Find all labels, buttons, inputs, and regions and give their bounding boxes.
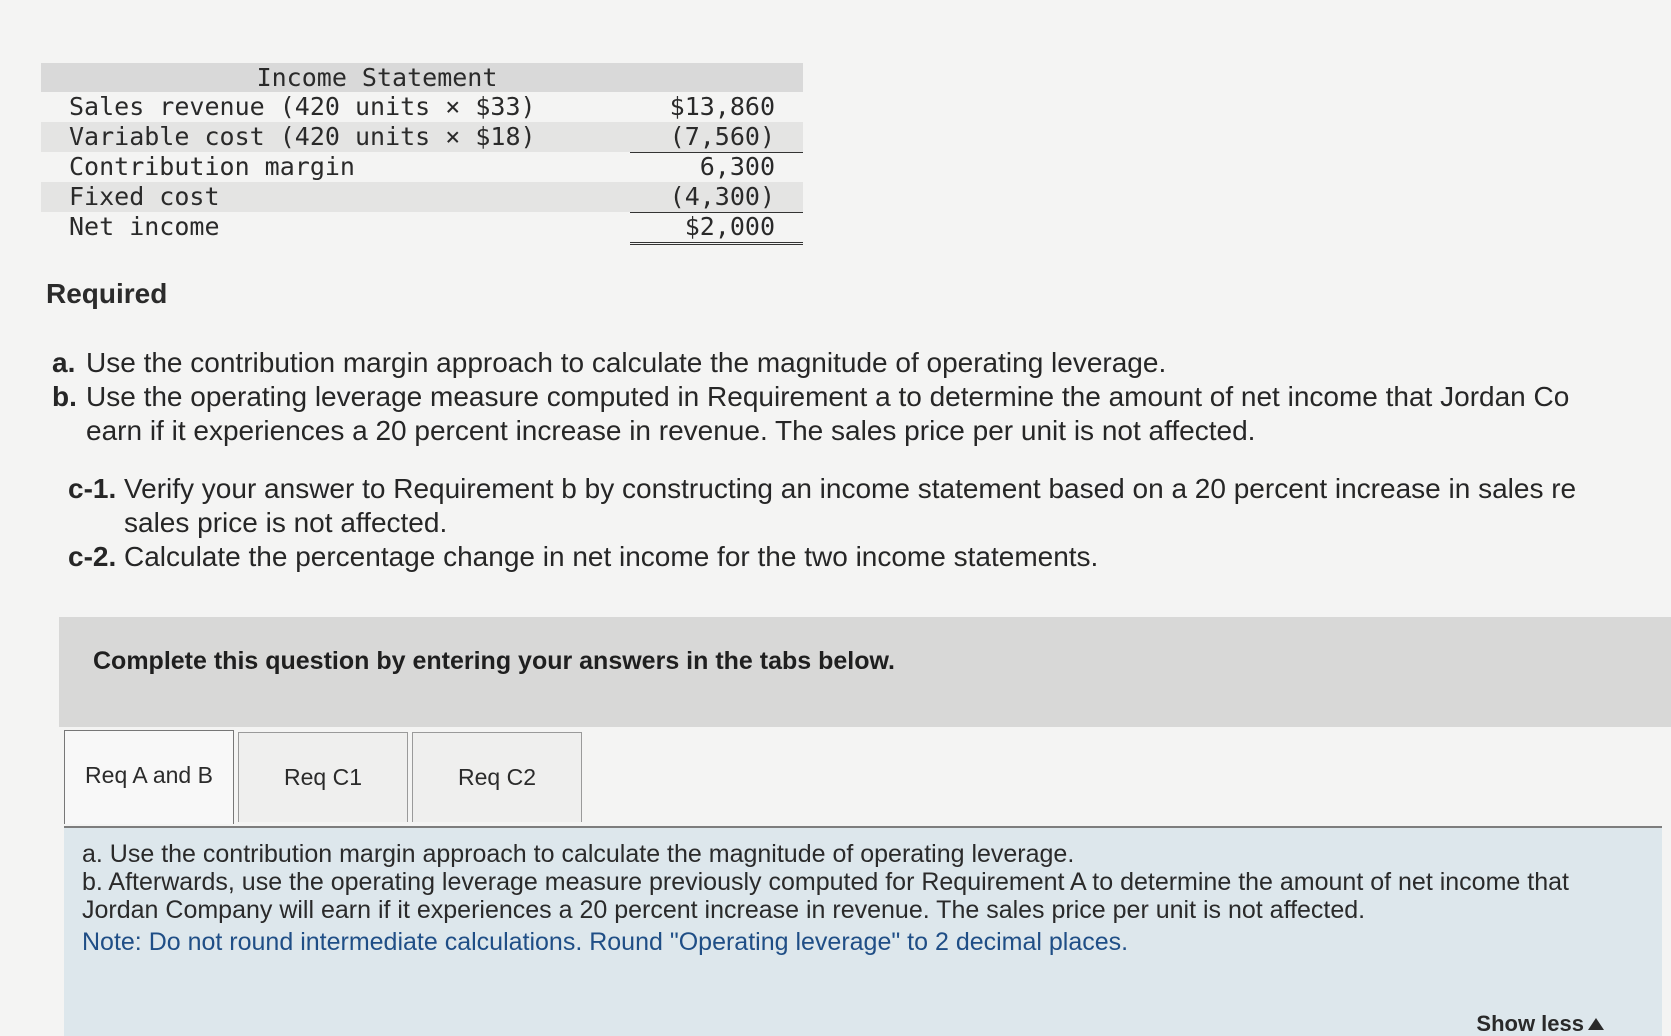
income-statement-title: Income Statement [41, 63, 803, 92]
income-statement-table [41, 63, 803, 242]
required-heading: Required [46, 278, 168, 309]
panel-line-b: b. Afterwards, use the operating leverage measure previously computed for Requirement A to determine the amount of net income that Jordan Company will earn if it experiences a 20 percent increase in revenue. The sales price per unit is not affected. [82, 868, 1569, 924]
tab-req-c1[interactable]: Req C1 [238, 732, 408, 822]
tab-req-c2[interactable]: Req C2 [412, 732, 582, 822]
row-label: Sales revenue (420 units × $33) [69, 92, 536, 121]
panel-note: Note: Do not round intermediate calculations. Round "Operating leverage" to 2 decimal places. [82, 928, 1129, 956]
answer-panel [64, 826, 1662, 1036]
triangle-up-icon [1588, 1018, 1604, 1030]
requirement-text: Calculate the percentage change in net income for the two income statements. [124, 541, 1099, 572]
requirement-c2 [68, 540, 1671, 574]
table-row-fixed-cost [41, 182, 803, 212]
tab-req-a-and-b[interactable]: Req A and B [64, 730, 234, 824]
row-label: Variable cost (420 units × $18) [69, 122, 536, 151]
instruction-text: Complete this question by entering your answers in the tabs below. [93, 647, 895, 675]
row-amount: 6,300 [699, 152, 775, 181]
table-row-variable-cost [41, 122, 803, 152]
instruction-banner [59, 617, 1671, 727]
row-amount: $2,000 [630, 212, 803, 245]
panel-instructions [82, 840, 1622, 956]
row-label: Fixed cost [69, 182, 220, 211]
requirement-text: earn if it experiences a 20 percent increase in revenue. The sales price per unit is not affected. [86, 415, 1256, 446]
requirements-list [52, 346, 1671, 574]
row-amount: (7,560) [630, 122, 803, 153]
row-amount: (4,300) [630, 182, 803, 213]
requirement-marker: c-2. [68, 541, 117, 572]
row-label: Contribution margin [69, 152, 355, 181]
row-amount: $13,860 [669, 92, 775, 121]
panel-line-a: a. Use the contribution margin approach to calculate the magnitude of operating leverage. [82, 840, 1075, 868]
requirement-text: Use the contribution margin approach to calculate the magnitude of operating leverage. [86, 347, 1167, 378]
show-less-label: Show less [1476, 1011, 1584, 1036]
table-row-contribution-margin [41, 152, 803, 182]
requirement-text: Use the operating leverage measure computed in Requirement a to determine the amount of net income that Jordan Co [86, 381, 1570, 412]
requirement-a [52, 346, 1671, 380]
requirement-marker: a. [52, 347, 76, 378]
table-row-net-income [41, 212, 803, 242]
table-row-sales-revenue [41, 92, 803, 122]
requirement-text: Verify your answer to Requirement b by constructing an income statement based on a 20 percent increase in sales re [124, 473, 1577, 504]
requirement-text: sales price is not affected. [124, 507, 448, 538]
requirement-marker: c-1. [68, 473, 117, 504]
requirement-marker: b. [52, 381, 77, 412]
requirement-c1 [68, 472, 1671, 540]
show-less-button[interactable] [1476, 1010, 1604, 1036]
requirement-b [52, 380, 1671, 448]
row-label: Net income [69, 212, 220, 241]
